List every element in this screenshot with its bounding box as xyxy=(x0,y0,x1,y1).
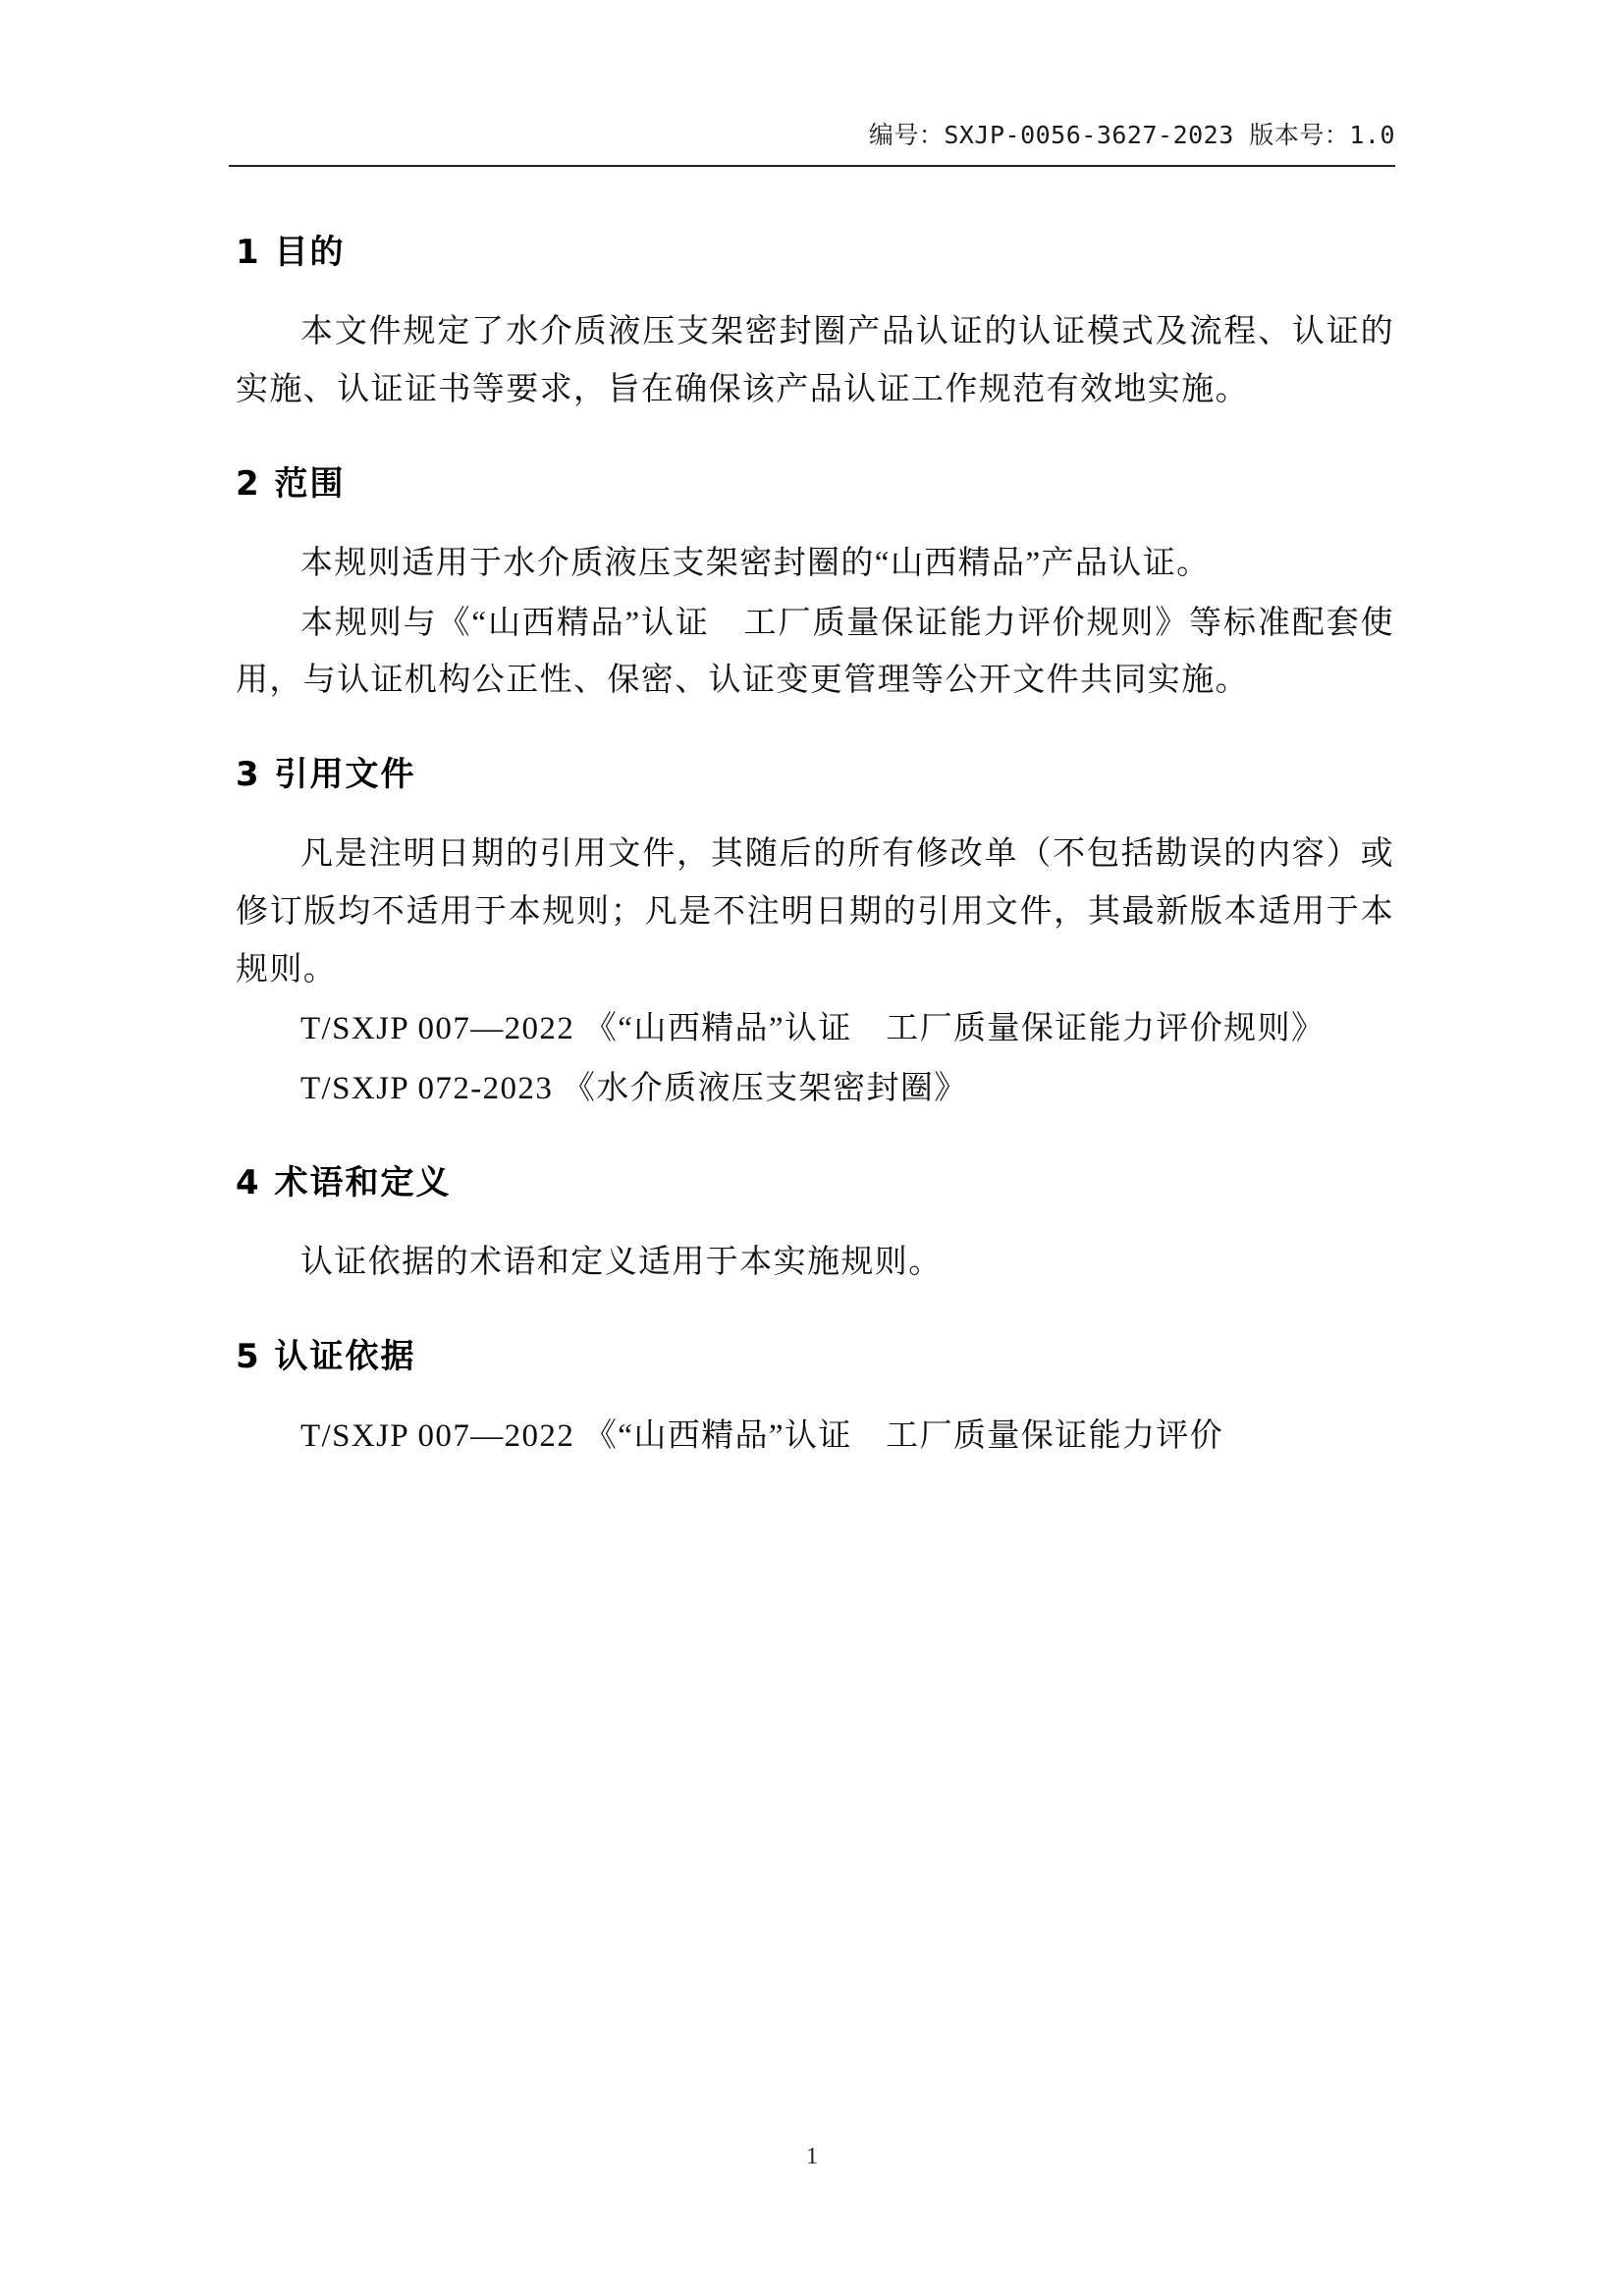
reference-item: T/SXJP 007—2022 《“山西精品”认证 工厂质量保证能力评价规则》 xyxy=(300,1011,1326,1047)
section-paragraph: 本文件规定了水介质液压支架密封圈产品认证的认证模式及流程、认证的实施、认证证书等要求，旨在确保该产品认证工作规范有效地实施。 xyxy=(236,314,1394,407)
page-number: 1 xyxy=(806,2144,818,2169)
document-body xyxy=(236,231,1394,1507)
section-paragraph: 本规则适用于水介质液压支架密封圈的“山西精品”产品认证。 xyxy=(300,545,1211,581)
section-heading: 5 认证依据 xyxy=(236,1336,416,1376)
section-heading: 1 目的 xyxy=(236,233,346,272)
section-terms xyxy=(236,1161,1394,1292)
header-divider xyxy=(229,165,1395,167)
section-heading: 2 范围 xyxy=(236,463,346,504)
section-paragraph: 本规则与《“山西精品”认证 工厂质量保证能力评价规则》等标准配套使用，与认证机构公正性、保密、认证变更管理等公开文件共同实施。 xyxy=(236,605,1394,699)
section-references xyxy=(236,753,1394,1118)
section-heading: 4 术语和定义 xyxy=(236,1162,452,1202)
reference-item: T/SXJP 072-2023 《水介质液压支架密封圈》 xyxy=(300,1071,968,1107)
page-header: 编号：SXJP-0056-3627-2023 版本号：1.0 xyxy=(868,121,1395,149)
section-purpose xyxy=(236,231,1394,419)
section-paragraph: T/SXJP 007—2022 《“山西精品”认证 工厂质量保证能力评价 xyxy=(300,1418,1224,1455)
section-heading: 3 引用文件 xyxy=(236,755,416,795)
section-scope xyxy=(236,462,1394,710)
section-paragraph: 凡是注明日期的引用文件，其随后的所有修改单（不包括勘误的内容）或修订版均不适用于本规则；凡是不注明日期的引用文件，其最新版本适用于本规则。 xyxy=(236,836,1394,988)
section-basis xyxy=(236,1335,1394,1466)
section-paragraph: 认证依据的术语和定义适用于本实施规则。 xyxy=(300,1245,943,1281)
